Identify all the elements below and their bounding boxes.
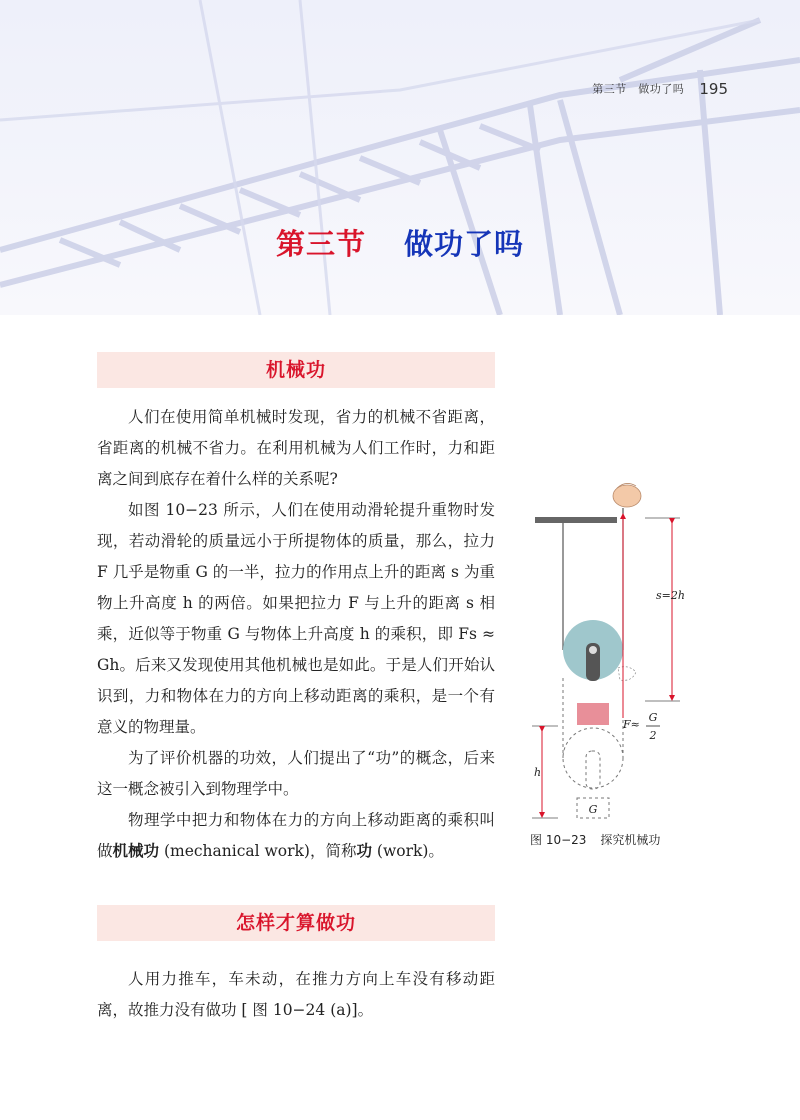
crane-background-image xyxy=(0,0,800,315)
paragraph-push-cart: 人用力推车，车未动，在推力方向上车没有移动距离，故推力没有做功 [ 图 10−24 (a)]。 xyxy=(97,970,495,1019)
pulley-figure xyxy=(520,478,700,828)
chapter-banner xyxy=(0,0,800,315)
label-fraction-numerator: G xyxy=(648,711,658,724)
section-heading-mechanical-work: 机械功 xyxy=(97,352,495,388)
pulling-hand-icon xyxy=(613,483,641,507)
paragraph-pulley-experiment: 如图 10−23 所示，人们在使用动滑轮提升重物时发现，若动滑轮的质量远小于所提物体的质量，那么，拉力 F 几乎是物重 G 的一半，拉力的作用点上升的距离 s 为重物上升高度 h 的两倍。如果把拉力 F 与上升的距离 s 相乘，近似等于物重 G 与物体上升高度 h 的乘积，即 Fs ≈ Gh。后来又发现使用其他机械也是如此。于是人们开始认识到，力和物体在力的方向上移动距离的乘积，是一个有意义的物理量。 xyxy=(97,501,495,736)
running-header-section: 第三节 做功了吗 xyxy=(592,82,685,96)
ceiling-beam xyxy=(535,517,617,523)
chapter-title-name: 做功了吗 xyxy=(404,227,525,261)
figure-caption xyxy=(530,831,660,848)
definition-text-after: (work)。 xyxy=(372,842,444,860)
weight-label-G: G xyxy=(588,803,598,816)
section-heading-when-work-done: 怎样才算做功 xyxy=(97,905,495,941)
label-fraction-denominator: 2 xyxy=(649,729,657,742)
chapter-title xyxy=(0,222,800,263)
movable-pulley-original xyxy=(563,728,623,788)
pulley-diagram xyxy=(520,478,700,828)
definition-text-middle: (mechanical work)，简称 xyxy=(159,842,357,860)
hand-icon-lower xyxy=(618,667,636,681)
weight-raised xyxy=(577,703,609,725)
paragraph-intro: 人们在使用简单机械时发现，省力的机械不省距离，省距离的机械不省力。在利用机械为人们工作时，力和距离之间到底存在着什么样的关系呢? xyxy=(97,408,495,488)
chapter-title-section: 第三节 xyxy=(275,227,366,261)
label-F-approx: F≈ xyxy=(623,718,640,731)
term-work: 功 xyxy=(356,842,372,860)
figure-caption-number: 图 10−23 xyxy=(530,833,587,847)
paragraph-work-concept: 为了评价机器的功效，人们提出了“功”的概念，后来这一概念被引入到物理学中。 xyxy=(97,749,495,798)
paragraph-definition xyxy=(97,805,495,867)
running-header xyxy=(592,78,728,98)
label-s-equals-2h: s=2h xyxy=(656,589,685,602)
figure-caption-name: 探究机械功 xyxy=(600,833,661,847)
definition-text-before: 物理学中把力和物体在力的方向上移动距离的乘积叫做 xyxy=(97,811,495,860)
label-h: h xyxy=(534,766,542,779)
page-number: 195 xyxy=(699,79,728,98)
term-mechanical-work: 机械功 xyxy=(112,842,160,860)
